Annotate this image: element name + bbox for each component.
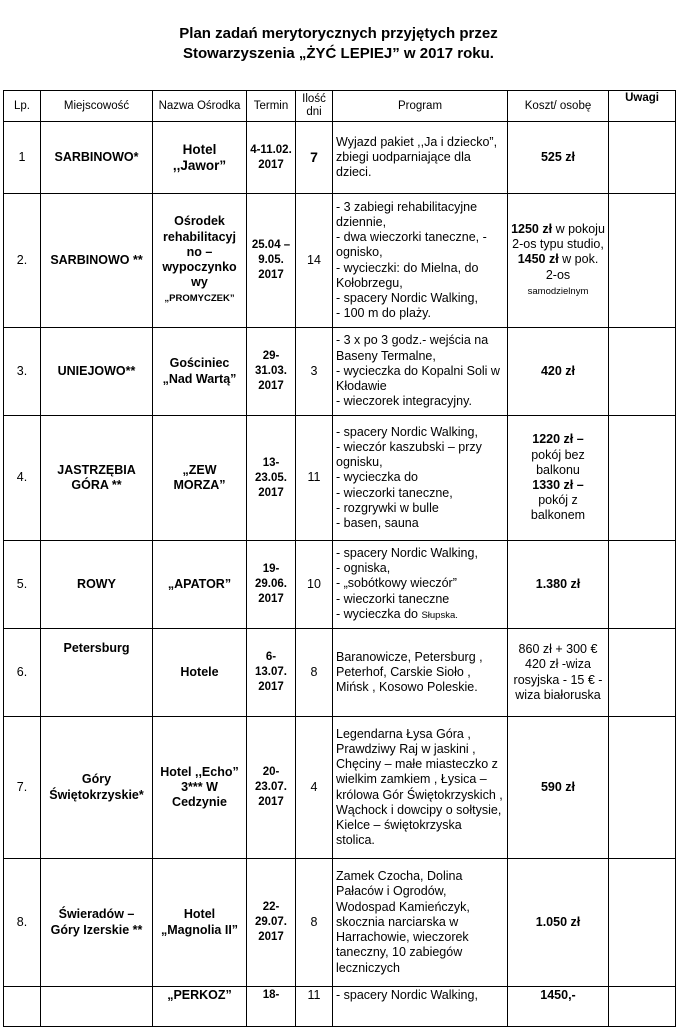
- document-title-line-2: Stowarzyszenia „ŻYĆ LEPIEJ” w 2017 roku.: [183, 45, 494, 62]
- row-term: 22-29.07. 2017: [247, 859, 296, 987]
- row-term: 13-23.05. 2017: [247, 416, 296, 541]
- row-notes: [609, 629, 676, 717]
- row-program: [333, 194, 508, 328]
- row-cost: [508, 194, 609, 328]
- row-term: 6-13.07. 2017: [247, 629, 296, 717]
- row-lp: 6.: [4, 629, 41, 717]
- row-days: 8: [296, 859, 333, 987]
- header-program: Program: [333, 91, 508, 122]
- program-line: - wycieczka do Kopalni Soli w Kłodawie: [336, 363, 500, 394]
- row-program: [333, 416, 508, 541]
- program-line: - 3 x po 3 godz.- wejścia na Baseny Termalne,: [336, 333, 489, 363]
- row-notes: [609, 122, 676, 194]
- row-program: [333, 328, 508, 416]
- row-place: SARBINOWO*: [41, 122, 153, 194]
- row-notes: [609, 541, 676, 629]
- cost-amount: 1220 zł –: [532, 432, 584, 447]
- row-notes: [609, 416, 676, 541]
- row-venue: „APATOR”: [153, 541, 247, 629]
- row-program: Zamek Czocha, Dolina Pałaców i Ogrodów, Wodospad Kamieńczyk, skocznia narciarska w Harrachowie, wieczorek taneczny, 10 zabiegów leczniczych: [333, 859, 508, 987]
- program-line: - wieczór kaszubski – przy ognisku,: [336, 439, 482, 470]
- row-venue: [153, 194, 247, 328]
- cost-amount: 1250 zł: [511, 221, 553, 236]
- header-cost: Koszt/ osobę: [508, 91, 609, 122]
- header-days: Ilość dni: [296, 91, 333, 122]
- row-place: Świeradów – Góry Izerskie **: [41, 859, 153, 987]
- row-lp: 2.: [4, 194, 41, 328]
- table-row: [4, 987, 676, 1027]
- row-place: ROWY: [41, 541, 153, 629]
- row-lp: 1: [4, 122, 41, 194]
- venue-subname: „PROMYCZEK”: [164, 293, 235, 305]
- program-line: - wycieczka do: [336, 470, 418, 485]
- document-title-line-1: Plan zadań merytorycznych przyjętych przez: [179, 25, 498, 42]
- row-lp: 4.: [4, 416, 41, 541]
- row-place: Petersburg: [41, 629, 153, 717]
- row-cost: 1.050 zł: [508, 859, 609, 987]
- row-cost: 525 zł: [508, 122, 609, 194]
- row-lp: 5.: [4, 541, 41, 629]
- table-row: [4, 717, 676, 859]
- row-program: Legendarna Łysa Góra , Prawdziwy Raj w jaskini , Chęciny – małe miasteczko z wielkim zamkiem , Łysica – królowa Gór Świętokrzyskich , Wąchock i dowcipy o sołtysie, Kielce – świętokrzyska stolica.: [333, 717, 508, 859]
- row-program: - spacery Nordic Walking,: [333, 987, 508, 1027]
- program-line: - wycieczki: do Mielna, do Kołobrzegu,: [336, 260, 479, 290]
- row-term: 19-29.06. 2017: [247, 541, 296, 629]
- program-line: - „sobótkowy wieczór”: [336, 576, 457, 591]
- row-days: 11: [296, 987, 333, 1027]
- program-line: - 3 zabiegi rehabilitacyjne dziennie,: [336, 199, 478, 229]
- row-cost: 590 zł: [508, 717, 609, 859]
- cost-note-small: samodzielnym: [527, 285, 589, 297]
- row-place: SARBINOWO **: [41, 194, 153, 328]
- row-cost: 1.380 zł: [508, 541, 609, 629]
- row-notes: [609, 859, 676, 987]
- program-line: - wieczorki taneczne: [336, 591, 450, 606]
- cost-amount: 1450 zł: [517, 252, 559, 267]
- row-lp: 3.: [4, 328, 41, 416]
- row-place: Góry Świętokrzyskie*: [41, 717, 153, 859]
- program-line: - spacery Nordic Walking,: [336, 424, 478, 439]
- row-notes: [609, 194, 676, 328]
- row-place: [41, 987, 153, 1027]
- row-venue: „PERKOZ”: [153, 987, 247, 1027]
- row-venue: Hotel ,,Echo” 3*** W Cedzynie: [153, 717, 247, 859]
- row-days: 10: [296, 541, 333, 629]
- row-days: 11: [296, 416, 333, 541]
- program-line: - wieczorek integracyjny.: [336, 394, 472, 409]
- venue-name: Ośrodek rehabilitacyj no – wypoczynko wy: [162, 214, 237, 290]
- header-lp: Lp.: [4, 91, 41, 122]
- row-cost: 420 zł: [508, 328, 609, 416]
- plan-table: [3, 90, 676, 1027]
- row-cost: 860 zł + 300 € 420 zł -wiza rosyjska - 15 € - wiza białoruska: [508, 629, 609, 717]
- row-term: 18-: [247, 987, 296, 1027]
- table-row: [4, 328, 676, 416]
- program-line: - rozgrywki w bulle: [336, 500, 439, 515]
- row-notes: [609, 328, 676, 416]
- row-place: UNIEJOWO**: [41, 328, 153, 416]
- table-row: [4, 122, 676, 194]
- program-line: [336, 607, 504, 623]
- program-line: - spacery Nordic Walking,: [336, 290, 478, 305]
- row-days: 8: [296, 629, 333, 717]
- row-venue: „ZEW MORZA”: [153, 416, 247, 541]
- row-venue: Hotele: [153, 629, 247, 717]
- row-program: [333, 541, 508, 629]
- row-term: 25.04 – 9.05. 2017: [247, 194, 296, 328]
- table-row: [4, 416, 676, 541]
- program-text: - wycieczka do: [336, 606, 422, 621]
- cost-note: pokój bez balkonu: [531, 447, 585, 477]
- row-cost: [508, 416, 609, 541]
- cost-note: w pok. 2-os: [545, 252, 599, 282]
- row-notes: [609, 717, 676, 859]
- row-program: Baranowicze, Petersburg , Peterhof, Carskie Sioło , Mińsk , Kosowo Poleskie.: [333, 629, 508, 717]
- row-venue: Gościniec „Nad Wartą”: [153, 328, 247, 416]
- header-notes: Uwagi: [609, 91, 676, 122]
- row-term: 29-31.03. 2017: [247, 328, 296, 416]
- program-line: - wieczorki taneczne,: [336, 485, 453, 500]
- program-line: - dwa wieczorki taneczne, -ognisko,: [336, 230, 487, 260]
- row-venue: Hotel „Magnolia II”: [153, 859, 247, 987]
- program-line: - 100 m do plaży.: [336, 306, 431, 321]
- row-program: Wyjazd pakiet ,,Ja i dziecko”, zbiegi uodparniające dla dzieci.: [333, 122, 508, 194]
- row-days: 7: [296, 122, 333, 194]
- header-place: Miejscowość: [41, 91, 153, 122]
- table-row: [4, 629, 676, 717]
- row-place: JASTRZĘBIA GÓRA **: [41, 416, 153, 541]
- program-line: - ogniska,: [336, 561, 391, 576]
- cost-amount: 1330 zł –: [532, 478, 584, 492]
- row-term: 20-23.07. 2017: [247, 717, 296, 859]
- row-notes: [609, 987, 676, 1027]
- program-line: - spacery Nordic Walking,: [336, 545, 478, 560]
- cost-note: w pokoju 2-os typu studio,: [512, 221, 605, 252]
- row-lp: 8.: [4, 859, 41, 987]
- table-header-row: [4, 91, 676, 122]
- table-row: [4, 541, 676, 629]
- row-cost: 1450,-: [508, 987, 609, 1027]
- program-line: - basen, sauna: [336, 516, 419, 530]
- row-days: 14: [296, 194, 333, 328]
- row-days: 3: [296, 328, 333, 416]
- table-row: [4, 859, 676, 987]
- header-venue: Nazwa Ośrodka: [153, 91, 247, 122]
- table-row: [4, 194, 676, 328]
- row-lp: 7.: [4, 717, 41, 859]
- program-text-small: Słupska.: [421, 609, 458, 621]
- cost-note: pokój z balkonem: [530, 493, 586, 523]
- header-term: Termin: [247, 91, 296, 122]
- row-days: 4: [296, 717, 333, 859]
- row-venue: Hotel ,,Jawor”: [153, 122, 247, 194]
- row-term: 4-11.02. 2017: [247, 122, 296, 194]
- row-lp: [4, 987, 41, 1027]
